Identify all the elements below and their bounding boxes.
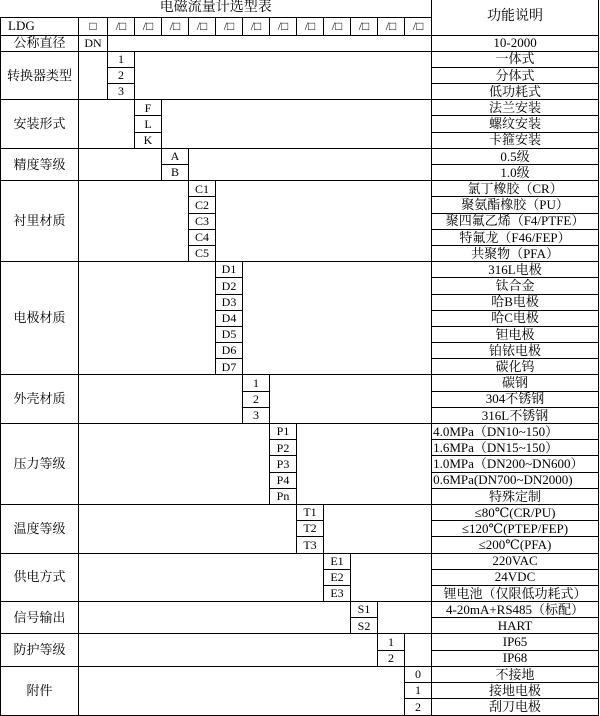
option-description: 哈C电极 [432, 310, 599, 326]
model-prefix: LDG [1, 17, 79, 35]
option-description: 钽电极 [432, 326, 599, 342]
table-row [1, 375, 599, 391]
option-description: 不接地 [432, 666, 599, 682]
option-code: A [162, 148, 189, 164]
blank-cell [216, 181, 432, 262]
option-code: C4 [189, 229, 216, 245]
section-label: 附件 [1, 666, 79, 715]
option-code: 2 [405, 699, 432, 716]
option-code: T2 [297, 521, 324, 537]
option-description: HART [432, 618, 599, 634]
option-description: 钛合金 [432, 278, 599, 294]
blank-cell [135, 51, 432, 100]
option-description: 220VAC [432, 553, 599, 569]
option-description: ≤120℃(PTEP/FEP) [432, 521, 599, 537]
option-description: 316L不锈钢 [432, 407, 599, 423]
blank-cell [79, 504, 297, 553]
option-code: 2 [243, 391, 270, 407]
option-code: D6 [216, 343, 243, 359]
option-description: 0.6MPa(DN700~DN2000) [432, 472, 599, 488]
option-description: 特氟龙（F46/FEP） [432, 229, 599, 245]
option-description: 铂铱电极 [432, 343, 599, 359]
option-description: 哈B电极 [432, 294, 599, 310]
blank-cell [162, 100, 432, 149]
option-code: S1 [351, 602, 378, 618]
table-row [1, 262, 599, 278]
option-description: 法兰安装 [432, 100, 599, 116]
blank-cell [243, 262, 432, 375]
table-row [1, 181, 599, 197]
blank-cell [378, 602, 432, 634]
option-code: P1 [270, 424, 297, 440]
option-description: 304不锈钢 [432, 391, 599, 407]
section-label: 精度等级 [1, 148, 79, 180]
blank-cell [297, 424, 432, 505]
function-header: 功能说明 [432, 0, 599, 35]
option-code: S2 [351, 618, 378, 634]
table-row [1, 424, 599, 440]
section-label: 衬里材质 [1, 181, 79, 262]
option-description: 10-2000 [432, 35, 599, 51]
option-code: T1 [297, 504, 324, 520]
option-code: T3 [297, 537, 324, 553]
option-code: D1 [216, 262, 243, 278]
option-code: DN [79, 35, 108, 51]
option-code: E1 [324, 553, 351, 569]
option-description: 碳化钨 [432, 359, 599, 375]
option-description: ≤80℃(CR/PU) [432, 504, 599, 520]
section-label: 压力等级 [1, 424, 79, 505]
option-code: D3 [216, 294, 243, 310]
option-code: F [135, 100, 162, 116]
option-code: P3 [270, 456, 297, 472]
blank-cell [405, 634, 432, 666]
model-slot-box: /□ [189, 17, 216, 35]
option-code: 1 [405, 683, 432, 699]
table-row [1, 602, 599, 618]
option-description: 特殊定制 [432, 488, 599, 504]
section-label: 温度等级 [1, 504, 79, 553]
option-code: 0 [405, 666, 432, 682]
model-slot-box: /□ [135, 17, 162, 35]
table-row [1, 0, 599, 17]
section-label: 外壳材质 [1, 375, 79, 424]
blank-cell [270, 375, 432, 424]
table-row [1, 504, 599, 520]
blank-cell [79, 424, 270, 505]
section-label: 转换器类型 [1, 51, 79, 100]
blank-cell [79, 375, 243, 424]
option-code: C1 [189, 181, 216, 197]
option-code: 3 [243, 407, 270, 423]
option-code: 1 [378, 634, 405, 650]
blank-cell [189, 148, 432, 180]
option-code: P2 [270, 440, 297, 456]
blank-cell [79, 148, 162, 180]
option-description: 低功耗式 [432, 84, 599, 100]
option-code: C2 [189, 197, 216, 213]
section-label: 安装形式 [1, 100, 79, 149]
option-description: IP65 [432, 634, 599, 650]
option-code: C3 [189, 213, 216, 229]
table-title: 电磁流量计选型表 [1, 0, 432, 17]
option-description: 0.5级 [432, 148, 599, 164]
option-description: 氯丁橡胶（CR） [432, 181, 599, 197]
option-code: 1 [243, 375, 270, 391]
option-description: 共聚物（PFA） [432, 245, 599, 261]
option-code: E2 [324, 569, 351, 585]
option-description: 316L电极 [432, 262, 599, 278]
blank-cell [79, 262, 216, 375]
option-description: 4.0MPa（DN10~150） [432, 424, 599, 440]
option-description: 卡箍安装 [432, 132, 599, 148]
model-slot-box: /□ [324, 17, 351, 35]
option-description: 刮刀电极 [432, 699, 599, 716]
blank-cell [108, 35, 432, 51]
blank-cell [79, 602, 351, 634]
option-description: 1.0MPa（DN200~DN600） [432, 456, 599, 472]
table-row [1, 553, 599, 569]
option-description: 分体式 [432, 67, 599, 83]
table-row [1, 100, 599, 116]
option-code: C5 [189, 245, 216, 261]
model-slot-box: /□ [162, 17, 189, 35]
table-row [1, 148, 599, 164]
option-description: 24VDC [432, 569, 599, 585]
option-description: 螺纹安装 [432, 116, 599, 132]
option-description: 4-20mA+RS485（标配） [432, 602, 599, 618]
model-slot-box: /□ [405, 17, 432, 35]
table-row [1, 634, 599, 650]
table-row [1, 51, 599, 67]
blank-cell [79, 553, 324, 602]
model-slot-box: /□ [378, 17, 405, 35]
section-label-nominal-diameter: 公称直径 [1, 35, 79, 51]
table-row [1, 35, 599, 51]
model-slot-box: /□ [270, 17, 297, 35]
section-label: 信号输出 [1, 602, 79, 634]
blank-cell [79, 100, 135, 149]
option-code: 3 [108, 84, 135, 100]
blank-cell [79, 666, 405, 715]
option-description: 碳钢 [432, 375, 599, 391]
option-description: 1.6MPa（DN15~150） [432, 440, 599, 456]
section-label: 电极材质 [1, 262, 79, 375]
option-description: ≤200℃(PFA) [432, 537, 599, 553]
option-code: K [135, 132, 162, 148]
option-code: L [135, 116, 162, 132]
model-base-box: □ [79, 17, 108, 35]
blank-cell [79, 634, 378, 666]
section-label: 防护等级 [1, 634, 79, 666]
option-description: 接地电极 [432, 683, 599, 699]
model-slot-box: /□ [351, 17, 378, 35]
model-slot-box: /□ [216, 17, 243, 35]
option-code: E3 [324, 585, 351, 601]
option-code: 2 [108, 67, 135, 83]
option-code: D5 [216, 326, 243, 342]
blank-cell [351, 553, 432, 602]
option-description: 聚四氟乙烯（F4/PTFE） [432, 213, 599, 229]
option-description: 锂电池（仅限低功耗式） [432, 585, 599, 601]
option-description: IP68 [432, 650, 599, 666]
option-code: B [162, 165, 189, 181]
section-label: 供电方式 [1, 553, 79, 602]
option-code: D7 [216, 359, 243, 375]
model-slot-box: /□ [108, 17, 135, 35]
table-row [1, 666, 599, 682]
model-slot-box: /□ [297, 17, 324, 35]
option-description: 一体式 [432, 51, 599, 67]
model-slot-box: /□ [243, 17, 270, 35]
option-code: P4 [270, 472, 297, 488]
option-code: 1 [108, 51, 135, 67]
option-code: D4 [216, 310, 243, 326]
option-code: D2 [216, 278, 243, 294]
selection-table-body [1, 0, 599, 716]
blank-cell [79, 51, 108, 100]
option-code: 2 [378, 650, 405, 666]
blank-cell [324, 504, 432, 553]
option-code: Pn [270, 488, 297, 504]
option-description: 聚氨酯橡胶（PU） [432, 197, 599, 213]
option-description: 1.0级 [432, 165, 599, 181]
blank-cell [79, 181, 189, 262]
